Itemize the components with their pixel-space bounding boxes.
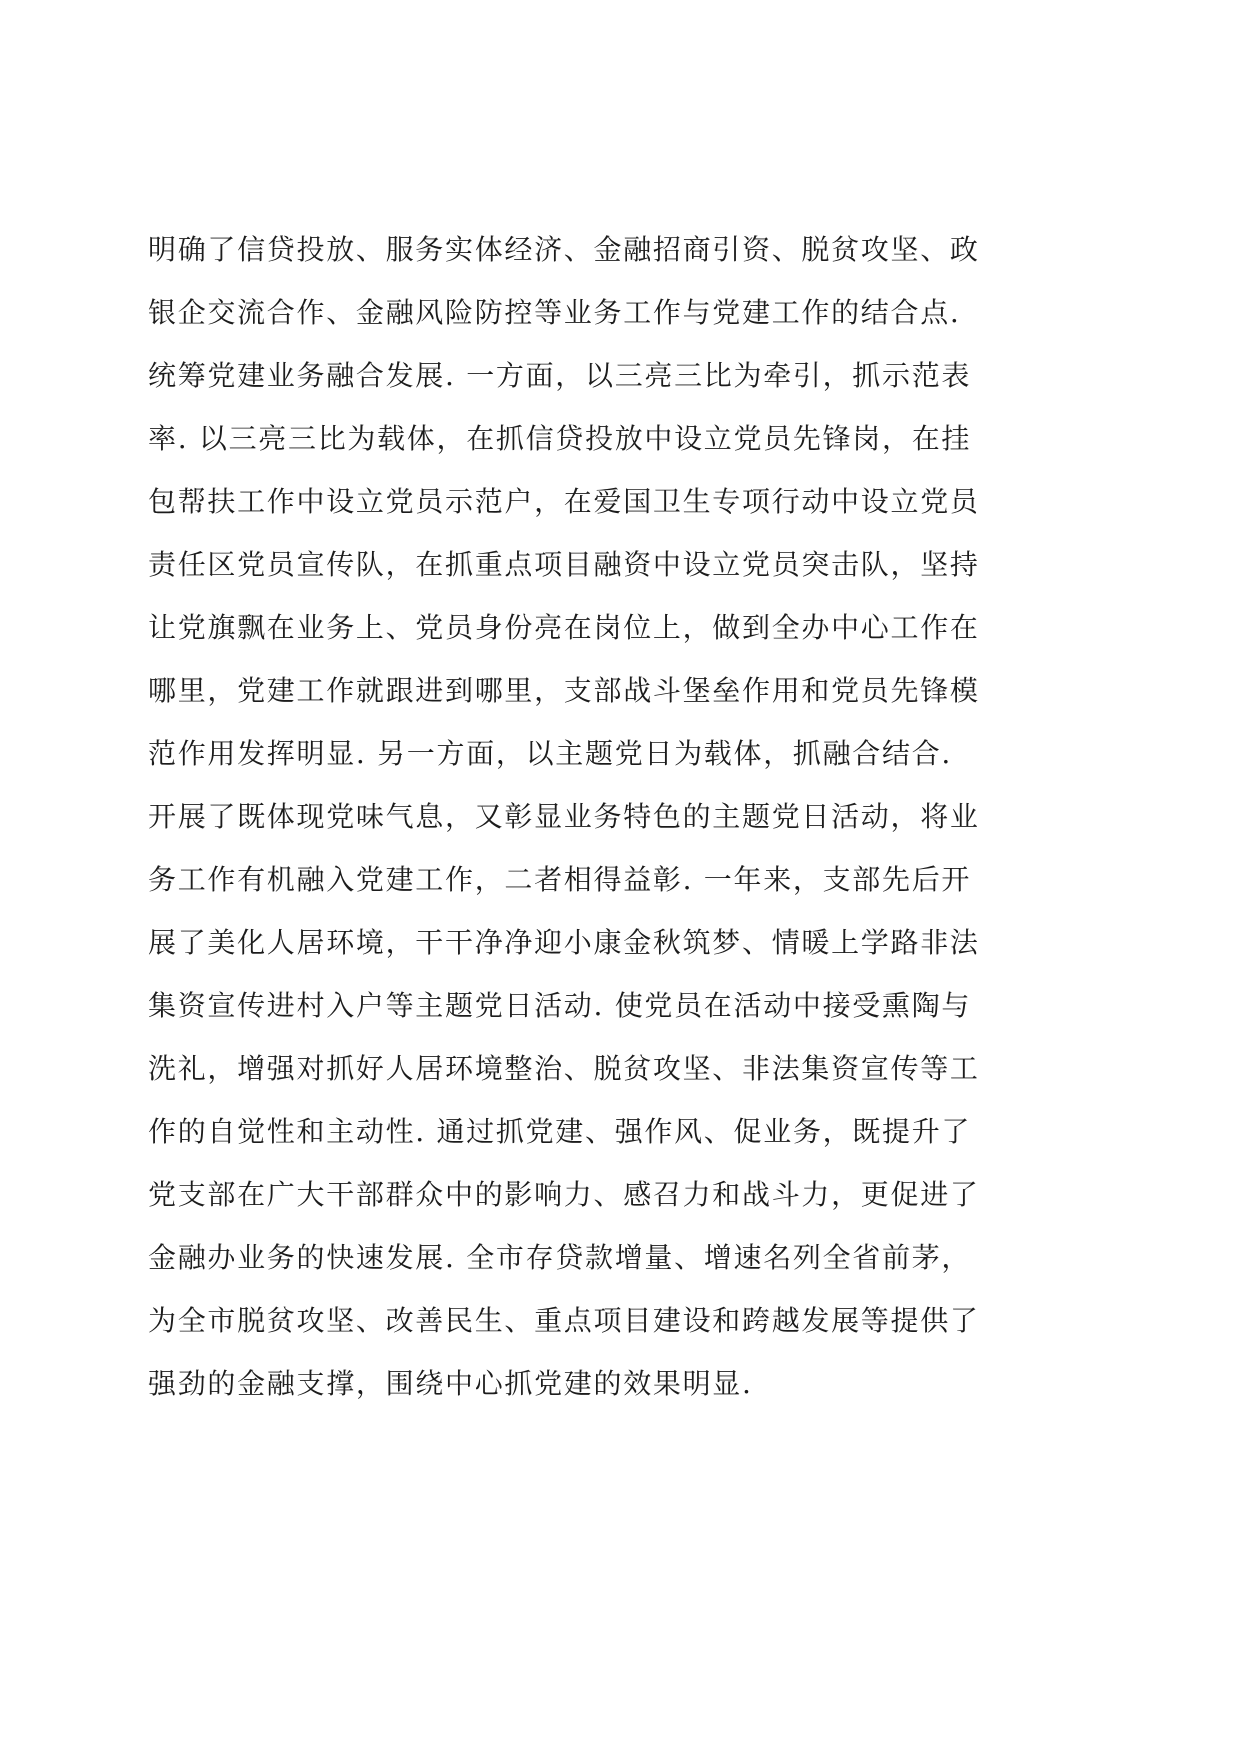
text-line: 集资宣传进村入户等主题党日活动. 使党员在活动中接受熏陶与 xyxy=(148,989,972,1022)
text-line: 统筹党建业务融合发展. 一方面，以三亮三比为牵引，抓示范表 xyxy=(148,359,972,392)
text-line: 为全市脱贫攻坚、改善民生、重点项目建设和跨越发展等提供了 xyxy=(148,1304,980,1337)
text-line: 哪里，党建工作就跟进到哪里，支部战斗堡垒作用和党员先锋模 xyxy=(148,674,980,707)
text-line: 作的自觉性和主动性. 通过抓党建、强作风、促业务，既提升了 xyxy=(148,1115,972,1148)
text-line: 率. 以三亮三比为载体，在抓信贷投放中设立党员先锋岗，在挂 xyxy=(148,422,972,455)
text-line: 党支部在广大干部群众中的影响力、感召力和战斗力，更促进了 xyxy=(148,1178,980,1211)
text-line: 责任区党员宣传队，在抓重点项目融资中设立党员突击队，坚持 xyxy=(148,548,980,581)
text-line: 银企交流合作、金融风险防控等业务工作与党建工作的结合点. xyxy=(148,296,961,329)
text-line: 洗礼，增强对抓好人居环境整治、脱贫攻坚、非法集资宣传等工 xyxy=(148,1052,980,1085)
body-paragraph xyxy=(148,218,1028,1415)
text-line: 金融办业务的快速发展. 全市存贷款增量、增速名列全省前茅， xyxy=(148,1241,972,1274)
text-line: 包帮扶工作中设立党员示范户，在爱国卫生专项行动中设立党员 xyxy=(148,485,980,518)
text-line: 开展了既体现党味气息，又彰显业务特色的主题党日活动，将业 xyxy=(148,800,980,833)
text-line: 让党旗飘在业务上、党员身份亮在岗位上，做到全办中心工作在 xyxy=(148,611,980,644)
text-line: 明确了信贷投放、服务实体经济、金融招商引资、脱贫攻坚、政 xyxy=(148,233,980,266)
text-line: 强劲的金融支撑，围绕中心抓党建的效果明显. xyxy=(148,1367,753,1400)
text-line: 展了美化人居环境，干干净净迎小康金秋筑梦、情暖上学路非法 xyxy=(148,926,980,959)
text-line: 务工作有机融入党建工作，二者相得益彰. 一年来，支部先后开 xyxy=(148,863,972,896)
text-line: 范作用发挥明显. 另一方面，以主题党日为载体，抓融合结合. xyxy=(148,737,953,770)
